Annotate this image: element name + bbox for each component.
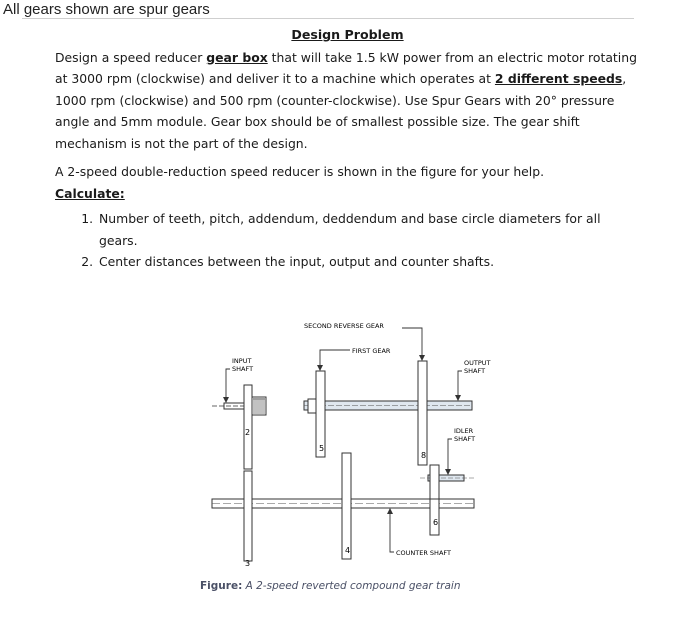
gear-number-3: 3 [245, 559, 251, 568]
task-item-2: 2. Center distances between the input, output and counter shafts. [97, 251, 640, 273]
first-gear-arrow [317, 365, 323, 371]
gear-number-6: 6 [433, 518, 439, 527]
first-gear-label: FIRST GEAR [352, 347, 391, 355]
output-shaft-arrow [455, 395, 461, 401]
gear-train-figure [186, 303, 496, 603]
idler-shaft-arrow [445, 469, 451, 475]
gear-train-diagram [186, 303, 496, 603]
gear-number-4: 4 [345, 546, 351, 555]
input-shaft-arrow [223, 397, 229, 403]
document-title: Design Problem [291, 27, 404, 42]
second-reverse-gear-arrow [419, 355, 425, 361]
output-shaft-label-1: OUTPUT [464, 359, 491, 367]
input-shaft-label-1: INPUT [232, 357, 252, 365]
task-list [55, 208, 640, 273]
output-shaft-leader [458, 371, 462, 399]
divider [22, 18, 634, 19]
counter-shaft-arrow [387, 508, 393, 514]
hint-paragraph: A 2-speed double-reduction speed reducer is shown in the figure for your help. [55, 164, 545, 179]
two-speeds-term: 2 different speeds [494, 71, 623, 86]
gear-number-5: 5 [319, 444, 325, 453]
idler-shaft-label-1: IDLER [454, 427, 474, 435]
figure-caption-text: A 2-speed reverted compound gear train [242, 580, 461, 592]
problem-text-1: Design a speed reducer [55, 49, 207, 65]
top-caption: All gears shown are spur gears [3, 1, 210, 18]
figure-caption [200, 580, 460, 592]
first-gear-leader [320, 350, 350, 369]
counter-shaft-label: COUNTER SHAFT [396, 549, 451, 557]
problem-text-3: , 1000 rpm (clockwise) and 500 rpm (counter-clockwise). Use Spur Gears with 20° pressure angle and 5mm module. Gear box should be of smallest possible size. The gear shift mechanism is not the part of the design. [55, 71, 627, 151]
document-body [55, 24, 640, 273]
gear-6 [430, 499, 439, 535]
input-shaft-leader [226, 369, 230, 401]
gear-8 [418, 361, 427, 465]
output-shaft-label-2: SHAFT [464, 367, 486, 375]
gear-4 [342, 453, 351, 559]
task-item-1: 1. Number of teeth, pitch, addendum, deddendum and base circle diameters for all gears. [97, 208, 640, 251]
idler-gear [430, 465, 439, 499]
gear-2 [244, 385, 252, 469]
gear-number-8: 8 [421, 451, 427, 460]
gear-5-collar [308, 399, 316, 413]
second-reverse-gear-label: SECOND REVERSE GEAR [304, 322, 384, 330]
idler-shaft-leader [448, 439, 452, 473]
counter-shaft-leader [390, 510, 394, 552]
gear-number-2: 2 [245, 428, 251, 437]
calculate-heading: Calculate: [55, 185, 125, 201]
gear-box-term: gear box [206, 49, 268, 65]
idler-shaft-label-2: SHAFT [454, 435, 476, 443]
input-shaft-label-2: SHAFT [232, 365, 254, 373]
second-reverse-gear-leader [402, 328, 422, 359]
problem-statement [55, 47, 640, 155]
figure-caption-prefix: Figure: [200, 580, 243, 592]
problem-text-2: that will take 1.5 kW power from an electric motor rotating at 3000 rpm (clockwise) and deliver it to a machine which operates at [55, 49, 637, 86]
gear-3 [244, 471, 252, 561]
